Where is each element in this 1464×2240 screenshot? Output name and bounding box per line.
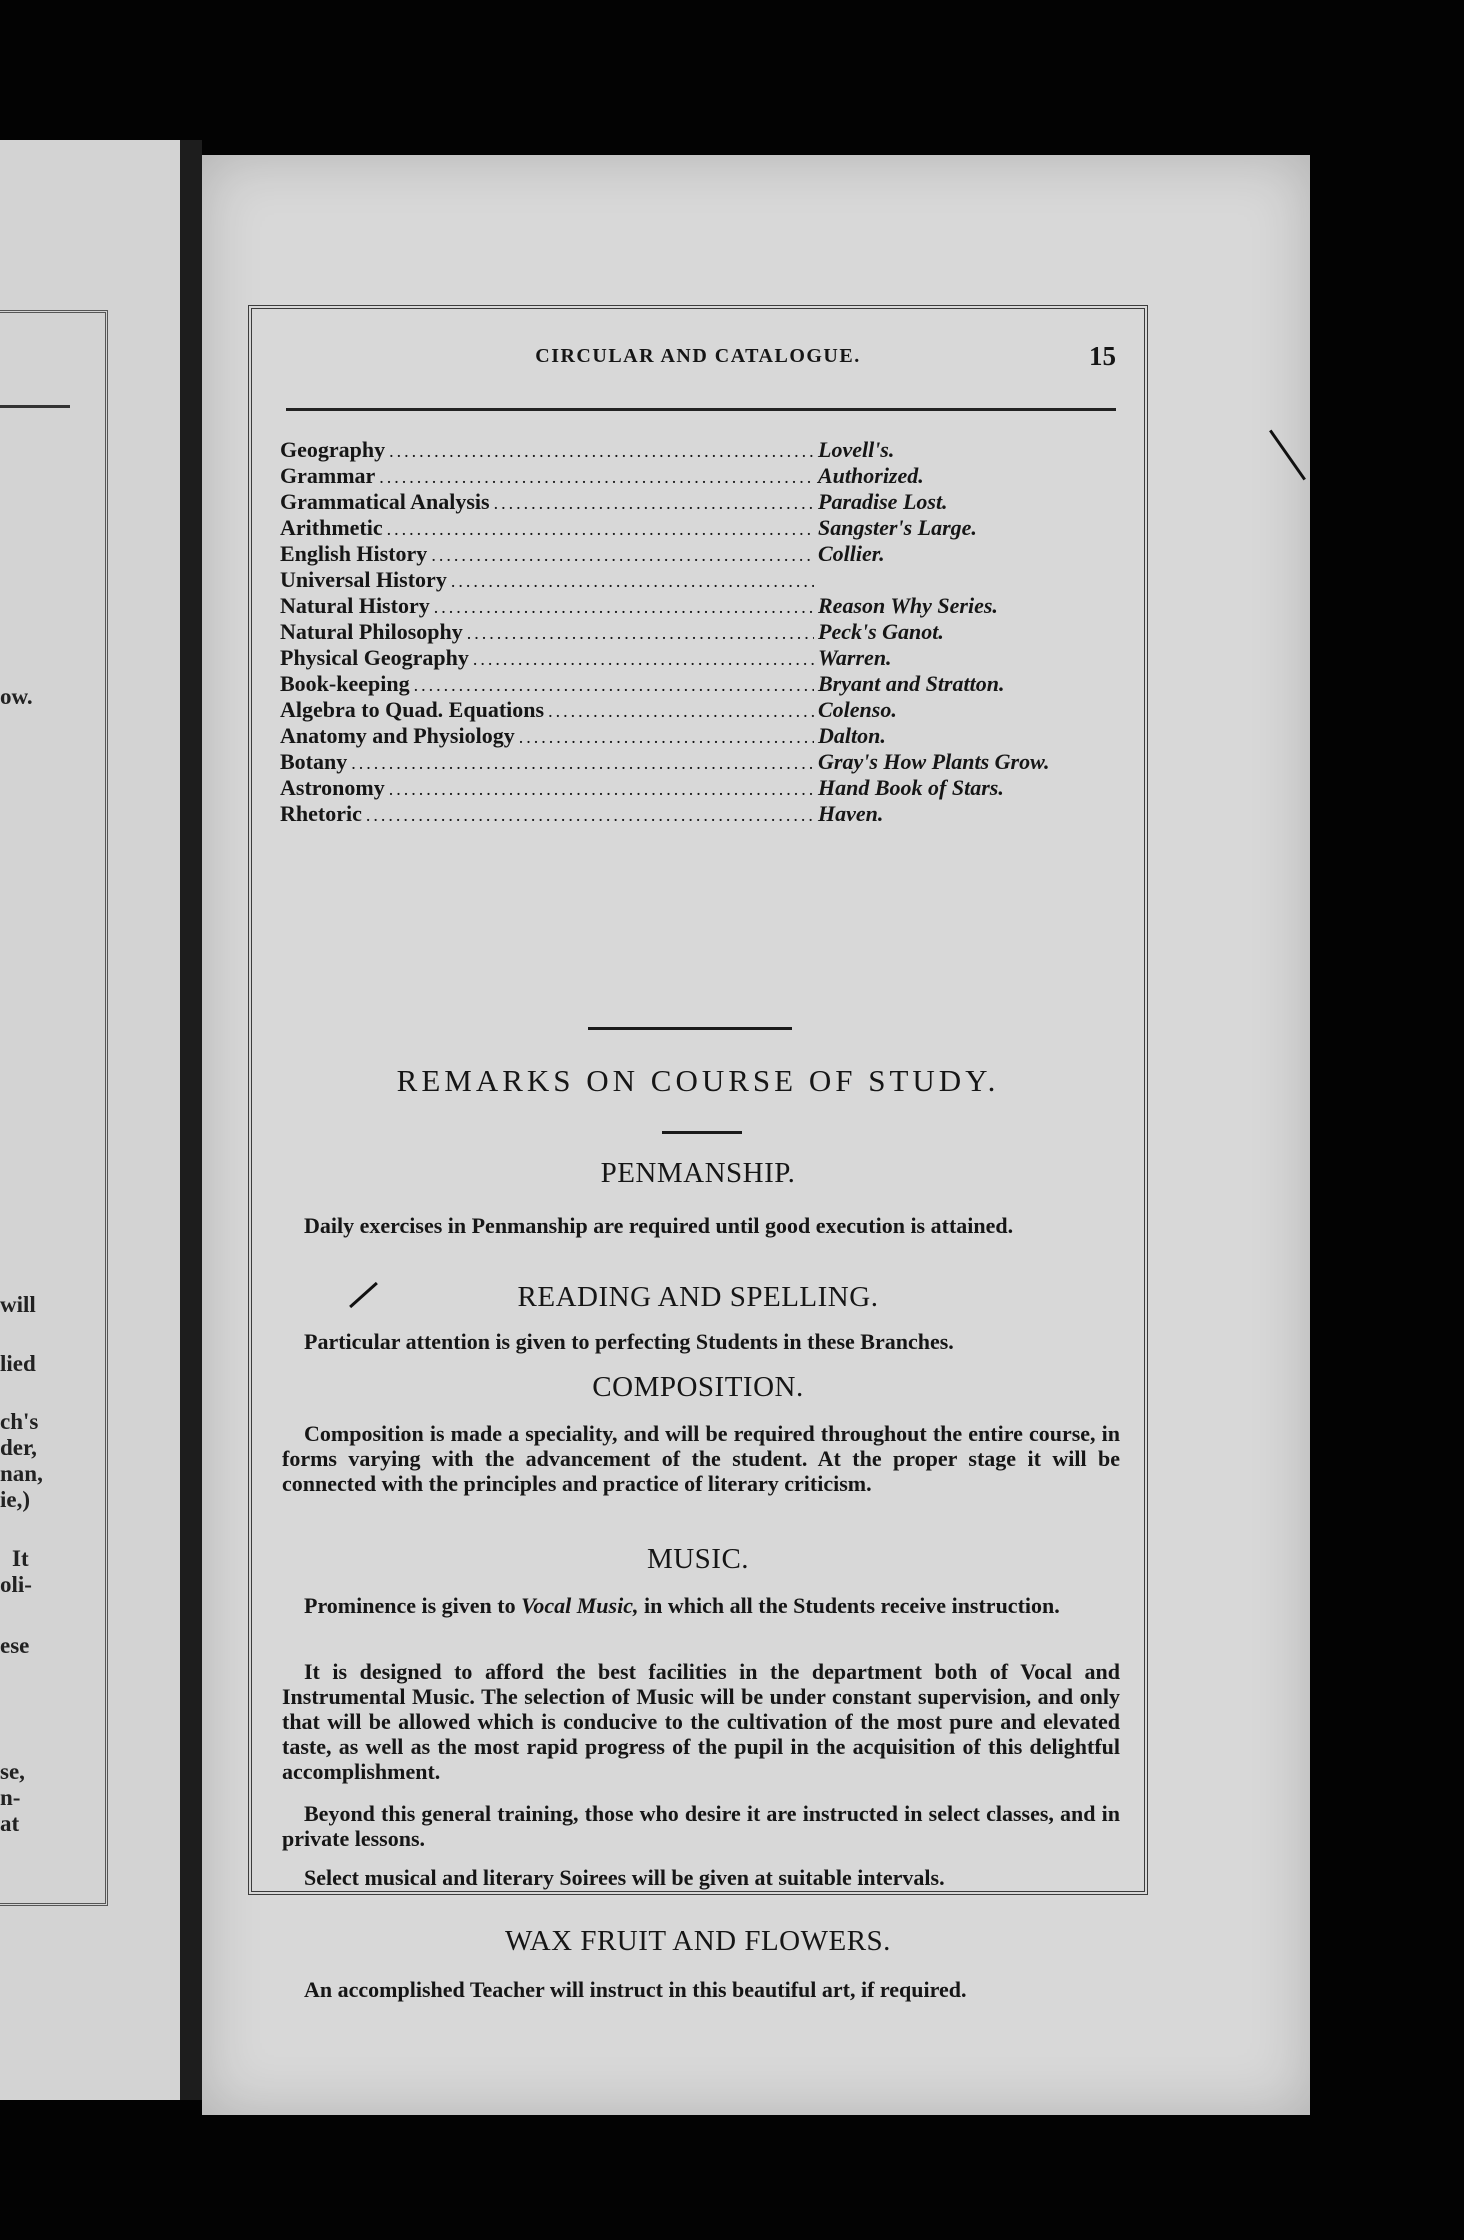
list-item (280, 801, 1118, 827)
facing-page-fragment: se, (0, 1759, 25, 1784)
facing-page-fragment: ese (0, 1633, 30, 1658)
textbook-title: Authorized. (818, 463, 924, 488)
leader-dots (467, 620, 814, 646)
list-item (280, 463, 1118, 489)
facing-page-fragment: will (0, 1292, 36, 1317)
facing-page-fragment: ch's (0, 1409, 39, 1434)
textbook-title: Warren. (818, 645, 892, 670)
facing-page-border (0, 310, 108, 1906)
facing-page-fragment: It (12, 1546, 29, 1571)
list-item (280, 515, 1118, 541)
music-heading: MUSIC. (646, 1543, 750, 1575)
leader-dots (431, 542, 814, 568)
reading-heading: READING AND SPELLING. (517, 1281, 879, 1313)
short-divider (662, 1131, 742, 1134)
textbook-title: Hand Book of Stars. (818, 775, 1004, 800)
textbook-title: Peck's Ganot. (818, 619, 944, 644)
textbook-title: Colenso. (818, 697, 897, 722)
subject-name: Universal History (280, 567, 447, 592)
textbook-title: Reason Why Series. (818, 593, 998, 618)
subject-name: Astronomy (280, 775, 385, 800)
subject-name: Rhetoric (280, 801, 362, 826)
leader-dots (494, 490, 814, 516)
subject-name: Natural Philosophy (280, 619, 463, 644)
leader-dots (389, 438, 814, 464)
textbook-title: Collier. (818, 541, 885, 566)
subject-name: Physical Geography (280, 645, 469, 670)
list-item (280, 437, 1118, 463)
list-item (280, 593, 1118, 619)
leader-dots (351, 750, 814, 776)
leader-dots (379, 464, 814, 490)
facing-page-fragment: der, (0, 1435, 37, 1460)
list-item (280, 541, 1118, 567)
facing-page-fragment: ow. (0, 684, 33, 709)
list-item (280, 489, 1118, 515)
running-header (252, 341, 1144, 375)
facing-page-fragment: oli- (0, 1572, 32, 1597)
wax-fruit-heading: WAX FRUIT AND FLOWERS. (505, 1925, 891, 1957)
facing-page-fragment: ie,) (0, 1487, 31, 1512)
leader-dots (366, 802, 814, 828)
composition-heading: COMPOSITION. (592, 1371, 804, 1403)
facing-page-fragment: at (0, 1811, 20, 1836)
reading-text: Particular attention is given to perfecting Students in these Branches. (304, 1329, 954, 1354)
subject-name: English History (280, 541, 428, 566)
subject-name: Arithmetic (280, 515, 383, 540)
textbook-title: Bryant and Stratton. (818, 671, 1005, 696)
music-paragraph-4: Select musical and literary Soirees will be given at suitable intervals. (304, 1865, 945, 1890)
music-paragraph-1 (282, 1593, 1120, 1618)
textbook-title: Haven. (818, 801, 884, 826)
leader-dots (473, 646, 814, 672)
list-item (280, 723, 1118, 749)
margin-pencil-mark (1269, 430, 1306, 481)
facing-page-fragment: nan, (0, 1461, 43, 1486)
subject-name: Natural History (280, 593, 430, 618)
leader-dots (389, 776, 814, 802)
leader-dots (434, 594, 814, 620)
list-item (280, 619, 1118, 645)
catalogue-page (202, 155, 1310, 2115)
facing-page-fragment: n- (0, 1785, 21, 1810)
list-item (280, 749, 1118, 775)
book-gutter (180, 140, 202, 2100)
music-paragraph-3: Beyond this general training, those who desire it are instructed in select classes, and in private lessons. (282, 1801, 1120, 1851)
subject-name: Geography (280, 437, 386, 462)
section-divider (588, 1027, 792, 1030)
textbook-title: Sangster's Large. (818, 515, 977, 540)
composition-text: Composition is made a speciality, and will be required throughout the entire course, in forms varying with the advancement of the student. At the proper stage it will be connected with the principles and practice of literary criticism. (282, 1421, 1120, 1496)
subject-name: Book-keeping (280, 671, 410, 696)
leader-dots (519, 724, 814, 750)
page-border (248, 305, 1148, 2002)
running-title: CIRCULAR AND CATALOGUE. (535, 345, 861, 367)
facing-page-rule (0, 405, 70, 408)
penmanship-heading: PENMANSHIP. (600, 1157, 796, 1189)
facing-page-fragment: lied (0, 1351, 36, 1376)
leader-dots (387, 516, 814, 542)
music-paragraph-2: It is designed to afford the best facilities in the department both of Vocal and Instrumental Music. The selection of Music will be under constant supervision, and only that will be allowed which is conducive to the cultivation of the most pure and elevated taste, as well as the most rapid progress of the pupil in the acquisition of this delightful accomplishment. (282, 1659, 1120, 1784)
list-item (280, 645, 1118, 671)
textbook-title: Dalton. (818, 723, 886, 748)
textbook-list (280, 437, 1118, 827)
music-p1-start: Prominence is given to (304, 1593, 522, 1618)
remarks-heading: REMARKS ON COURSE OF STUDY. (396, 1063, 1000, 1098)
textbook-title: Gray's How Plants Grow. (818, 749, 1050, 774)
vocal-music-emphasis: Vocal Music, (521, 1593, 639, 1618)
leader-dots (414, 672, 814, 698)
wax-fruit-text: An accomplished Teacher will instruct in this beautiful art, if required. (304, 1977, 967, 2002)
leader-dots (548, 698, 814, 724)
header-rule (286, 408, 1116, 411)
subject-name: Grammatical Analysis (280, 489, 490, 514)
music-p1-end: in which all the Students receive instruction. (638, 1593, 1060, 1618)
list-item (280, 775, 1118, 801)
leader-dots (451, 568, 814, 594)
page-number: 15 (1089, 341, 1116, 371)
textbook-title: Lovell's. (818, 437, 895, 462)
subject-name: Anatomy and Physiology (280, 723, 515, 748)
subject-name: Algebra to Quad. Equations (280, 697, 545, 722)
facing-page (0, 140, 180, 2100)
textbook-title: Paradise Lost. (818, 489, 948, 514)
list-item (280, 567, 1118, 593)
subject-name: Botany (280, 749, 348, 774)
list-item (280, 697, 1118, 723)
subject-name: Grammar (280, 463, 376, 488)
penmanship-text: Daily exercises in Penmanship are required until good execution is attained. (304, 1213, 1014, 1238)
list-item (280, 671, 1118, 697)
